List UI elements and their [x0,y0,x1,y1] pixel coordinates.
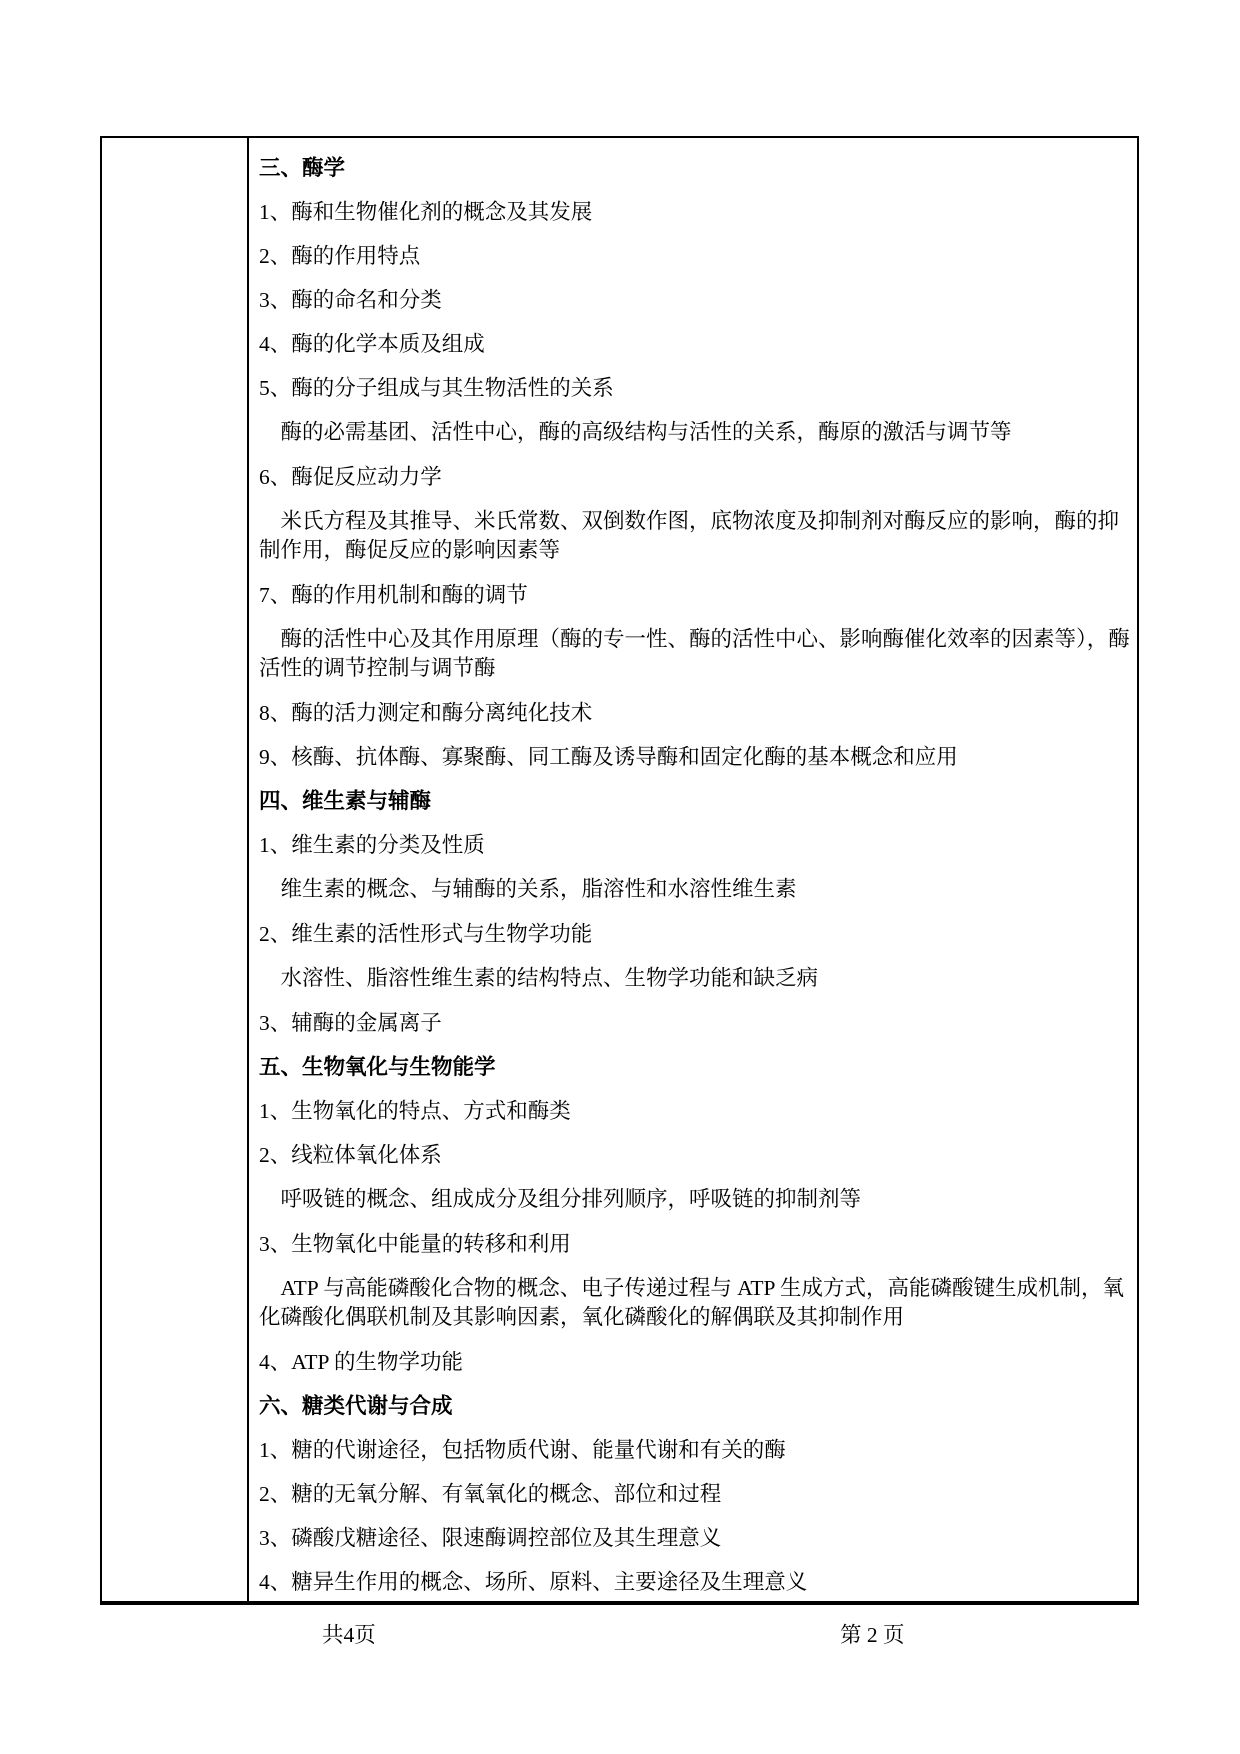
list-item: 8、酶的活力测定和酶分离纯化技术 [259,701,593,725]
list-item: 3、辅酶的金属离子 [259,1011,442,1035]
list-item: 1、酶和生物催化剂的概念及其发展 [259,200,593,224]
note-paragraph: 水溶性、脂溶性维生素的结构特点、生物学功能和缺乏病 [280,966,819,990]
note-paragraph: ATP 与高能磷酸化合物的概念、电子传递过程与 ATP 生成方式，高能磷酸键生成机制，氧化磷酸化偶联机制及其影响因素，氧化磷酸化的解偶联及其抑制作用 [259,1276,1125,1329]
list-item: 4、糖异生作用的概念、场所、原料、主要途径及生理意义 [259,1570,808,1594]
table-left-column [102,138,249,1601]
list-item: 4、酶的化学本质及组成 [259,332,485,356]
content-table [100,136,1139,1605]
note-paragraph: 酶的必需基团、活性中心，酶的高级结构与活性的关系，酶原的激活与调节等 [280,420,1012,444]
note-paragraph: 米氏方程及其推导、米氏常数、双倒数作图，底物浓度及抑制剂对酶反应的影响，酶的抑制作用，酶促反应的影响因素等 [259,509,1120,562]
list-item: 3、酶的命名和分类 [259,288,442,312]
note-paragraph: 酶的活性中心及其作用原理（酶的专一性、酶的活性中心、影响酶催化效率的因素等），酶活性的调节控制与调节酶 [259,627,1130,680]
section-heading: 五、生物氧化与生物能学 [259,1055,496,1079]
section-heading: 六、糖类代谢与合成 [259,1394,453,1418]
note-paragraph: 呼吸链的概念、组成成分及组分排列顺序，呼吸链的抑制剂等 [280,1187,862,1211]
list-item: 1、维生素的分类及性质 [259,833,485,857]
list-item: 2、线粒体氧化体系 [259,1143,442,1167]
section-heading: 四、维生素与辅酶 [259,789,432,813]
list-item: 1、糖的代谢途径，包括物质代谢、能量代谢和有关的酶 [259,1438,786,1462]
list-item: 7、酶的作用机制和酶的调节 [259,583,528,607]
list-item: 3、生物氧化中能量的转移和利用 [259,1232,571,1256]
list-item: 6、酶促反应动力学 [259,465,442,489]
list-item: 5、酶的分子组成与其生物活性的关系 [259,376,614,400]
list-item: 2、酶的作用特点 [259,244,421,268]
page-number-label: 第 2 页 [840,1623,905,1647]
note-paragraph: 维生素的概念、与辅酶的关系，脂溶性和水溶性维生素 [280,877,797,901]
list-item: 2、糖的无氧分解、有氧氧化的概念、部位和过程 [259,1482,722,1506]
list-item: 3、磷酸戊糖途径、限速酶调控部位及其生理意义 [259,1526,722,1550]
total-pages-label: 共4页 [322,1623,376,1647]
table-content-column [249,138,1137,1601]
list-item: 2、维生素的活性形式与生物学功能 [259,922,593,946]
list-item: 9、核酶、抗体酶、寡聚酶、同工酶及诱导酶和固定化酶的基本概念和应用 [259,745,958,769]
section-heading: 三、酶学 [259,156,346,180]
list-item: 4、ATP 的生物学功能 [259,1350,464,1374]
list-item: 1、生物氧化的特点、方式和酶类 [259,1099,571,1123]
